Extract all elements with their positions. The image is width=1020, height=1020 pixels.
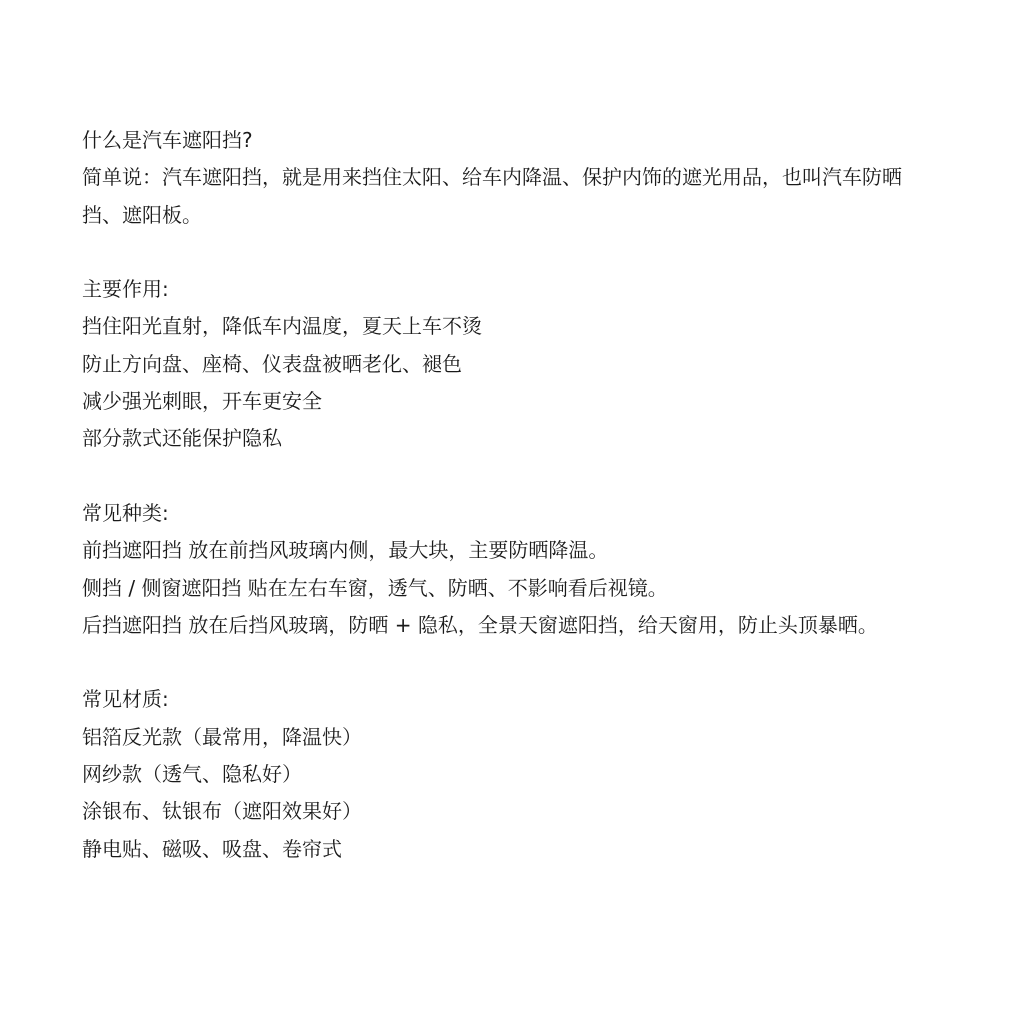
type-item: 后挡遮阳挡 放在后挡风玻璃，防晒 + 隐私，全景天窗遮阳挡，给天窗用，防止头顶暴晒。: [82, 612, 878, 637]
intro-question: 什么是汽车遮阳挡?: [82, 128, 253, 152]
paragraph-gap: [82, 644, 932, 681]
function-item: 部分款式还能保护隐私: [82, 426, 282, 451]
materials-heading: 常见材质:: [82, 687, 169, 712]
intro-answer: 简单说：汽车遮阳挡，就是用来挡住太阳、给车内降温、保护内饰的遮光用品，也叫汽车防晒挡、遮阳板。: [82, 165, 902, 227]
type-item: 前挡遮阳挡 放在前挡风玻璃内侧，最大块，主要防晒降温。: [82, 538, 609, 563]
paragraph-gap: [82, 234, 932, 271]
material-item: 涂银布、钛银布（遮阳效果好）: [82, 799, 362, 824]
function-item: 防止方向盘、座椅、仪表盘被晒老化、褪色: [82, 351, 462, 376]
function-item: 挡住阳光直射，降低车内温度，夏天上车不烫: [82, 314, 482, 339]
functions-heading: 主要作用:: [82, 277, 169, 302]
function-item: 减少强光刺眼，开车更安全: [82, 389, 322, 414]
material-item: 网纱款（透气、隐私好）: [82, 762, 302, 787]
document-body: [82, 122, 932, 868]
type-item: 侧挡 / 侧窗遮阳挡 贴在左右车窗，透气、防晒、不影响看后视镜。: [82, 575, 668, 600]
paragraph-gap: [82, 458, 932, 495]
types-heading: 常见种类:: [82, 500, 169, 525]
material-item: 静电贴、磁吸、吸盘、卷帘式: [82, 836, 342, 861]
material-item: 铝箔反光款（最常用，降温快）: [82, 724, 362, 749]
